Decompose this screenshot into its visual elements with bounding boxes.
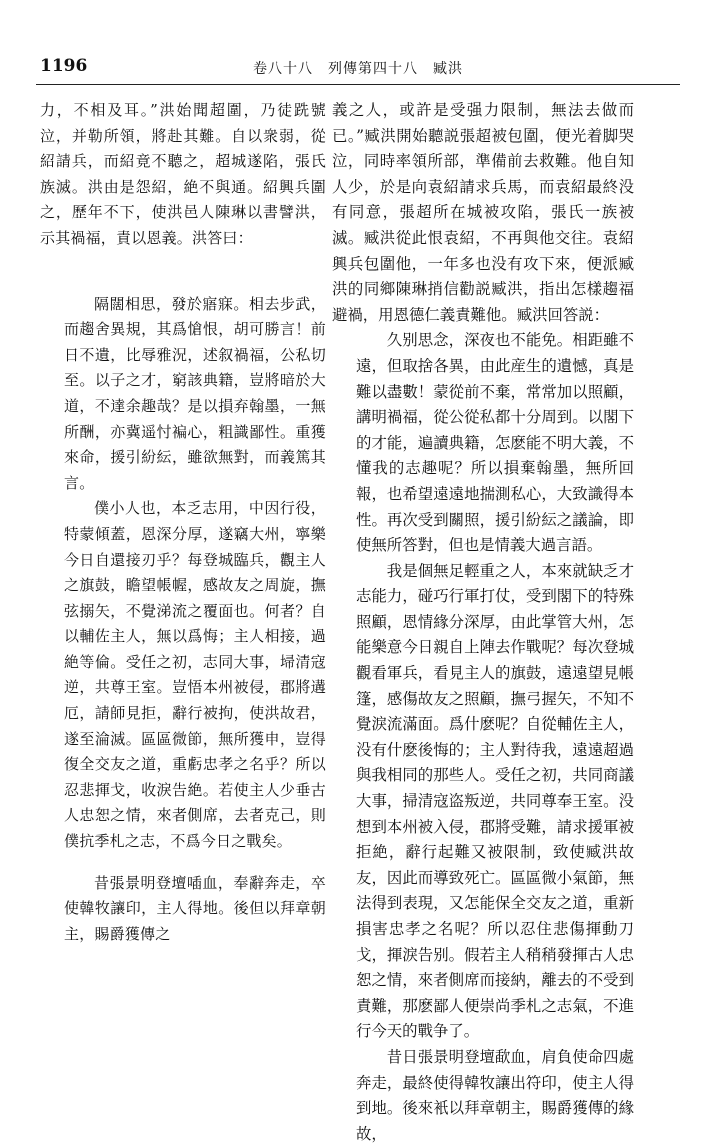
left-letter-paragraph-3: 昔張景明登壇喢血，奉辭奔走，卒使韓牧讓印，主人得地。後但以拜章朝主，賜爵獲傳之 [64, 873, 326, 943]
right-letter-paragraph-3: 昔日張景明登壇歃血，肩負使命四處奔走，最終使得韓牧讓出符印，使主人得到地。後來衹以拜章朝主，賜爵獲傳的緣故， [356, 1047, 634, 1143]
left-intro-paragraph: 力，不相及耳。”洪始聞超圍，乃徒跣號泣，并勒所領，將赴其難。自以衆弱，從紹請兵，而紹竟不聽之，超城遂陷，張氏族滅。洪由是怨紹，絶不與通。紹興兵圍之，歷年不下，使洪邑人陳琳以書譬洪，示其禍福，責以恩義。洪答曰： [40, 101, 326, 247]
header-rule [36, 84, 680, 85]
page-number: 1196 [40, 56, 88, 76]
running-head: 卷八十八 列傳第四十八 臧洪 [253, 61, 463, 77]
right-column-translation [332, 98, 634, 1147]
left-spacer [40, 252, 326, 292]
left-spacer-2 [40, 855, 326, 871]
left-letter-paragraph-2: 僕小人也，本乏志用，中因行役，特蒙傾蓋，恩深分厚，遂竊大州，寧樂今日自還接刃乎？每登城臨兵，觀主人之旗鼓，瞻望帳幄，感故友之周旋，撫弦搦矢，不覺涕流之覆面也。何者？自以輔佐主人，無以爲悔；主人相接，過絶等倫。受任之初，志同大事，埽清寇逆，共尊王室。豈悟本州被侵，郡將遘厄，請師見拒，辭行被拘，使洪故君，遂至淪滅。區區微節，無所獲申，豈得復全交友之道，重虧忠孝之名乎？所以忍悲揮戈，收淚告絶。若使主人少垂古人忠恕之情，來者側席，去者克己，則僕抗季札之志，不爲今日之戰矣。 [64, 499, 326, 851]
right-letter-paragraph-1: 久别思念，深夜也不能免。相距雖不遠，但取捨各異，由此産生的遺憾，真是難以盡數！蒙從前不棄，常常加以照顧，講明禍福，從公從私都十分周到。以閣下的才能，遍讀典籍，怎麽能不明大義，不懂我的志趣呢？所以損棄翰墨，無所回報，也希望遠遠地揣測私心，大致識得本性。再次受到關照，援引紛紜之議論，即使無所答對，但也是情義大過言語。 [356, 331, 634, 555]
right-letter-paragraph-2: 我是個無足輕重之人，本來就缺乏才志能力，碰巧行軍打仗，受到閣下的特殊照顧，恩情緣分深厚，由此掌管大州，怎能樂意今日親自上陣去作戰呢？每次登城觀看軍兵，看見主人的旗鼓，遠遠望見帳篷，感傷故友之照顧，撫弓握矢，不知不覺淚流滿面。爲什麽呢？自從輔佐主人，没有什麽後悔的；主人對待我，遠遠超過與我相同的那些人。受任之初，共同商議大事，掃清寇盗叛逆，共同尊奉王室。没想到本州被入侵，郡將受難，請求援軍被拒絶，辭行起難又被限制，致使臧洪故友，因此而導致死亡。區區微小氣節，無法得到表現，又怎能保全交友之道，重新損害忠孝之名呢？所以忍住悲傷揮動刀戈，揮淚告别。假若主人稍稍發揮古人忠恕之情，來者側席而接納，離去的不受到責難，那麽鄙人便崇尚季札之志氣，不進行今天的戰争了。 [356, 561, 634, 1041]
left-letter-paragraph-1: 隔闊相思，發於寤寐。相去步武，而趨舍異規，其爲愴恨，胡可勝言！前日不遺，比辱雅況，述叙禍福，公私切至。以子之才，窮該典籍，豈將暗於大道，不達余趣哉？是以損弃翰墨，一無所酬，亦冀遥忖褊心，粗識鄙性。重獲來命，援引紛紜，雖欲無對，而義篤其言。 [64, 294, 326, 492]
left-column-classical-text [40, 98, 326, 947]
right-intro-paragraph: 義之人，或許是受强力限制，無法去做而已。”臧洪開始聽説張超被包圍，便光着脚哭泣，同時率領所部，準備前去救難。他自知人少，於是向袁紹請求兵馬，而袁紹最終没有同意，張超所在城被攻陷，張氏一族被滅。臧洪從此恨袁紹，不再與他交往。袁紹興兵包圍他，一年多也没有攻下來，便派臧洪的同鄉陳琳捎信勸説臧洪，指出怎樣趨福避禍，用恩德仁義責難他。臧洪回答説： [332, 101, 634, 324]
